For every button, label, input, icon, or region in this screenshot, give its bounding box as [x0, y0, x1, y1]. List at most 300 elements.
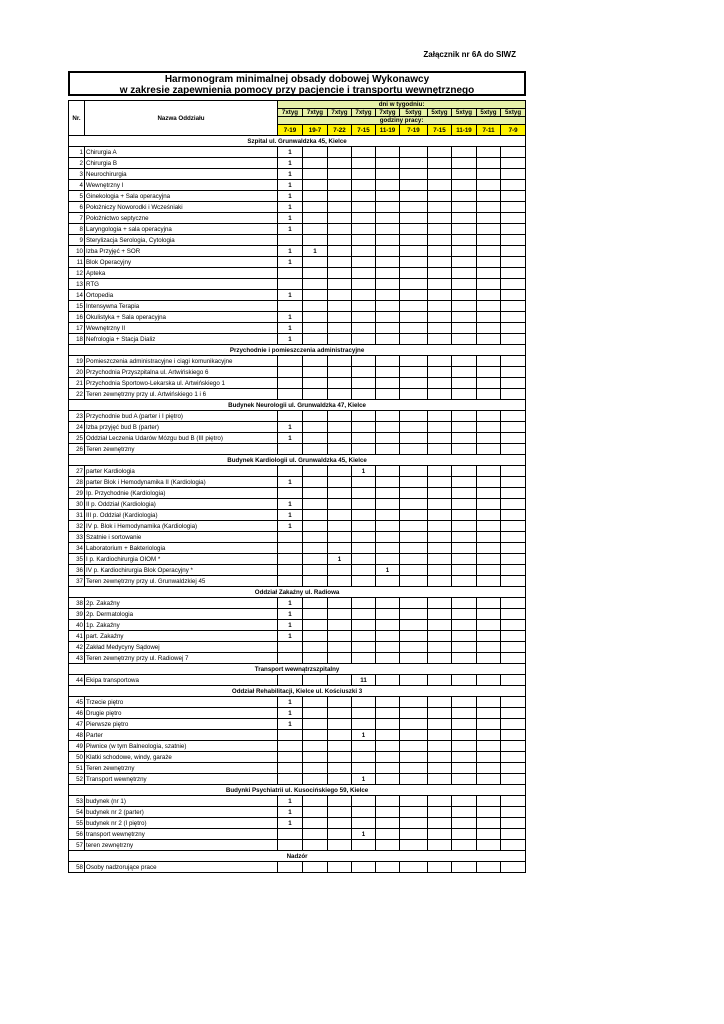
row-value	[278, 389, 303, 400]
row-value	[428, 620, 452, 631]
row-value	[501, 576, 526, 587]
row-value	[477, 763, 501, 774]
row-value	[452, 752, 477, 763]
row-value	[278, 829, 303, 840]
row-value	[400, 246, 428, 257]
row-value	[452, 675, 477, 686]
row-value	[428, 609, 452, 620]
row-value	[400, 191, 428, 202]
row-value	[501, 246, 526, 257]
row-value	[477, 840, 501, 851]
row-name: Zakład Medycyny Sądowej	[85, 642, 278, 653]
row-value	[303, 818, 328, 829]
table-row	[69, 774, 526, 785]
row-value	[477, 741, 501, 752]
section-title: Nadzór	[69, 851, 526, 862]
row-number: 7	[69, 213, 85, 224]
table-row	[69, 543, 526, 554]
row-value	[376, 708, 400, 719]
row-name: Przychodnia Przyszpitalna ul. Artwińskiego 6	[85, 367, 278, 378]
row-value	[428, 708, 452, 719]
row-value: 1	[352, 829, 376, 840]
row-value	[376, 257, 400, 268]
row-value	[452, 642, 477, 653]
row-value	[452, 741, 477, 752]
row-name: Teren zewnętrzny	[85, 763, 278, 774]
row-value: 1	[278, 180, 303, 191]
row-value	[328, 180, 352, 191]
row-value	[477, 411, 501, 422]
row-value	[501, 598, 526, 609]
row-value	[376, 466, 400, 477]
row-value	[352, 444, 376, 455]
row-value	[501, 378, 526, 389]
row-value	[477, 147, 501, 158]
row-value	[352, 169, 376, 180]
row-value	[328, 290, 352, 301]
row-value	[501, 477, 526, 488]
row-name: Izba przyjęć bud B (parter)	[85, 422, 278, 433]
section-title: Przychodnie i pomieszczenia administracyjne	[69, 345, 526, 356]
row-value	[303, 675, 328, 686]
title-box	[68, 71, 526, 96]
row-value	[400, 334, 428, 345]
table-row	[69, 818, 526, 829]
row-value	[376, 433, 400, 444]
row-value	[428, 367, 452, 378]
row-value	[428, 224, 452, 235]
row-value	[477, 796, 501, 807]
table-row	[69, 334, 526, 345]
row-value	[352, 202, 376, 213]
table-row	[69, 565, 526, 576]
row-value	[400, 202, 428, 213]
row-value	[428, 433, 452, 444]
row-value	[400, 862, 428, 873]
row-value	[328, 631, 352, 642]
row-value	[352, 598, 376, 609]
row-value	[428, 356, 452, 367]
row-value	[501, 631, 526, 642]
header-day: 5xtyg	[477, 109, 501, 117]
row-value	[400, 180, 428, 191]
row-number: 34	[69, 543, 85, 554]
table-row	[69, 411, 526, 422]
row-value	[400, 675, 428, 686]
row-value	[328, 576, 352, 587]
row-value	[278, 301, 303, 312]
row-value	[328, 378, 352, 389]
row-value	[477, 565, 501, 576]
row-value	[376, 741, 400, 752]
row-value	[278, 235, 303, 246]
row-value	[303, 334, 328, 345]
row-value	[352, 367, 376, 378]
row-value	[452, 268, 477, 279]
table-row	[69, 763, 526, 774]
row-number: 8	[69, 224, 85, 235]
row-value	[452, 708, 477, 719]
row-value	[303, 323, 328, 334]
row-value	[376, 796, 400, 807]
row-value	[352, 477, 376, 488]
row-value	[428, 543, 452, 554]
row-value: 1	[278, 191, 303, 202]
header-day: 7xtyg	[376, 109, 400, 117]
row-value	[376, 169, 400, 180]
row-value	[428, 158, 452, 169]
row-number: 19	[69, 356, 85, 367]
row-name: Wewnętrzny I	[85, 180, 278, 191]
row-value	[501, 191, 526, 202]
row-value	[278, 774, 303, 785]
row-value	[477, 642, 501, 653]
row-value	[477, 301, 501, 312]
row-value	[452, 279, 477, 290]
row-value	[376, 268, 400, 279]
row-value	[303, 235, 328, 246]
row-value	[278, 411, 303, 422]
row-value: 1	[278, 334, 303, 345]
row-value	[452, 532, 477, 543]
row-value	[303, 477, 328, 488]
row-value	[303, 708, 328, 719]
row-number: 15	[69, 301, 85, 312]
row-value	[303, 554, 328, 565]
row-value	[352, 510, 376, 521]
row-value	[452, 202, 477, 213]
row-value	[452, 323, 477, 334]
row-value	[352, 807, 376, 818]
row-value: 1	[278, 147, 303, 158]
row-value	[428, 279, 452, 290]
row-value	[501, 213, 526, 224]
row-value	[376, 829, 400, 840]
table-row	[69, 642, 526, 653]
section-row	[69, 136, 526, 147]
row-name: Piwnice (w tym Balneologia, szatnie)	[85, 741, 278, 752]
row-value	[452, 235, 477, 246]
row-value	[303, 422, 328, 433]
row-value	[352, 840, 376, 851]
row-value	[477, 466, 501, 477]
row-name: Neurochirurgia	[85, 169, 278, 180]
row-value	[400, 257, 428, 268]
row-number: 41	[69, 631, 85, 642]
row-value	[303, 290, 328, 301]
row-value: 1	[278, 521, 303, 532]
row-value	[428, 202, 452, 213]
row-value	[501, 862, 526, 873]
row-value	[501, 202, 526, 213]
row-value	[452, 257, 477, 268]
row-value	[477, 323, 501, 334]
row-name: parter Kardiologia	[85, 466, 278, 477]
row-value	[303, 444, 328, 455]
row-number: 53	[69, 796, 85, 807]
row-value	[328, 224, 352, 235]
row-value	[477, 620, 501, 631]
row-value	[352, 752, 376, 763]
row-value	[352, 268, 376, 279]
row-value	[501, 235, 526, 246]
row-value	[376, 818, 400, 829]
row-value	[428, 741, 452, 752]
header-name: Nazwa Oddziału	[85, 101, 278, 136]
row-value	[477, 246, 501, 257]
row-value	[303, 378, 328, 389]
row-number: 31	[69, 510, 85, 521]
row-value	[328, 477, 352, 488]
row-value	[428, 169, 452, 180]
row-value	[501, 367, 526, 378]
table-row	[69, 433, 526, 444]
row-value	[501, 543, 526, 554]
row-value	[376, 147, 400, 158]
row-name: Pierwsze piętro	[85, 719, 278, 730]
table-row	[69, 235, 526, 246]
row-value	[477, 576, 501, 587]
row-value	[400, 708, 428, 719]
row-value	[452, 158, 477, 169]
row-value	[376, 202, 400, 213]
row-value	[376, 642, 400, 653]
row-value	[278, 466, 303, 477]
row-number: 9	[69, 235, 85, 246]
row-value	[452, 147, 477, 158]
table-row	[69, 367, 526, 378]
row-name: 2p. Zakaźny	[85, 598, 278, 609]
row-value	[400, 477, 428, 488]
row-value	[328, 367, 352, 378]
table-row	[69, 202, 526, 213]
row-value: 1	[278, 433, 303, 444]
row-value	[428, 235, 452, 246]
row-value	[328, 675, 352, 686]
row-name: I p. Kardiochirurgia OIOM *	[85, 554, 278, 565]
row-value	[328, 334, 352, 345]
row-number: 14	[69, 290, 85, 301]
row-value	[376, 653, 400, 664]
row-value	[328, 169, 352, 180]
section-title: Budynek Neurologii ul. Grunwaldzka 47, Kielce	[69, 400, 526, 411]
row-value	[376, 521, 400, 532]
row-value: 1	[278, 510, 303, 521]
row-value	[278, 741, 303, 752]
row-value	[400, 598, 428, 609]
row-number: 49	[69, 741, 85, 752]
row-value	[328, 653, 352, 664]
table-row	[69, 796, 526, 807]
row-value	[428, 752, 452, 763]
row-value	[501, 653, 526, 664]
row-value	[376, 334, 400, 345]
row-value	[400, 158, 428, 169]
row-value	[328, 697, 352, 708]
row-value	[501, 719, 526, 730]
row-value	[477, 609, 501, 620]
section-row	[69, 587, 526, 598]
row-value	[278, 378, 303, 389]
row-name: Przychodnie bud A (parter i I piętro)	[85, 411, 278, 422]
header-day: 5xtyg	[452, 109, 477, 117]
table-row	[69, 741, 526, 752]
row-value	[501, 290, 526, 301]
table-row	[69, 631, 526, 642]
row-value	[501, 356, 526, 367]
row-name: Ortopedia	[85, 290, 278, 301]
row-value	[501, 323, 526, 334]
schedule-sheet	[68, 71, 526, 873]
row-name: 1p. Zakaźny	[85, 620, 278, 631]
row-value	[303, 279, 328, 290]
row-value: 1	[278, 631, 303, 642]
row-value	[328, 796, 352, 807]
row-name: Nefrologia + Stacja Dializ	[85, 334, 278, 345]
row-value	[428, 268, 452, 279]
row-value	[501, 268, 526, 279]
row-value	[303, 642, 328, 653]
row-value	[352, 334, 376, 345]
table-row	[69, 807, 526, 818]
row-value	[428, 675, 452, 686]
row-value	[352, 389, 376, 400]
row-value: 1	[278, 807, 303, 818]
row-value	[400, 829, 428, 840]
row-value	[328, 708, 352, 719]
row-value	[352, 191, 376, 202]
row-value	[452, 543, 477, 554]
row-value	[328, 620, 352, 631]
row-value	[452, 631, 477, 642]
header-hour: 19-7	[303, 125, 328, 136]
row-name: Położnictwo septyczne	[85, 213, 278, 224]
row-value	[376, 499, 400, 510]
row-value	[477, 532, 501, 543]
row-value	[428, 697, 452, 708]
row-value	[278, 840, 303, 851]
row-number: 21	[69, 378, 85, 389]
table-row	[69, 532, 526, 543]
row-value	[328, 279, 352, 290]
section-title: Szpital ul. Grunwaldzka 45, Kielce	[69, 136, 526, 147]
row-name: IV p. Kardiochirurgia Blok Operacyjny *	[85, 565, 278, 576]
row-value	[428, 774, 452, 785]
row-value	[376, 862, 400, 873]
row-value	[400, 642, 428, 653]
row-value	[303, 807, 328, 818]
row-value	[400, 653, 428, 664]
row-value	[303, 609, 328, 620]
row-value: 1	[278, 719, 303, 730]
row-value	[400, 301, 428, 312]
row-value	[400, 510, 428, 521]
row-value	[400, 807, 428, 818]
row-value	[501, 774, 526, 785]
row-value	[452, 598, 477, 609]
table-row	[69, 862, 526, 873]
row-value	[428, 796, 452, 807]
row-value	[376, 598, 400, 609]
row-value	[278, 532, 303, 543]
row-value	[501, 499, 526, 510]
row-value	[376, 576, 400, 587]
row-value	[328, 521, 352, 532]
row-value	[376, 543, 400, 554]
row-value	[278, 543, 303, 554]
row-value	[376, 356, 400, 367]
row-number: 1	[69, 147, 85, 158]
row-value	[303, 301, 328, 312]
row-name: 2p. Dermatologia	[85, 609, 278, 620]
row-value	[477, 158, 501, 169]
row-value	[376, 246, 400, 257]
row-value	[376, 301, 400, 312]
row-value	[452, 367, 477, 378]
row-value	[477, 774, 501, 785]
table-row	[69, 356, 526, 367]
row-value	[477, 719, 501, 730]
row-value	[376, 532, 400, 543]
row-value	[352, 565, 376, 576]
row-name: Ginekologia + Sala operacyjna	[85, 191, 278, 202]
row-value	[428, 378, 452, 389]
row-value	[376, 312, 400, 323]
row-value	[501, 532, 526, 543]
row-value	[352, 411, 376, 422]
row-value	[352, 246, 376, 257]
row-number: 29	[69, 488, 85, 499]
row-value	[428, 598, 452, 609]
row-value	[328, 257, 352, 268]
header-hour: 7-22	[328, 125, 352, 136]
header-day: 7xtyg	[303, 109, 328, 117]
row-number: 48	[69, 730, 85, 741]
row-value: 1	[352, 730, 376, 741]
row-value	[376, 488, 400, 499]
row-value	[477, 862, 501, 873]
row-value	[328, 158, 352, 169]
row-value: 1	[278, 169, 303, 180]
row-number: 17	[69, 323, 85, 334]
title-line-1: Harmonogram minimalnej obsady dobowej Wykonawcy	[164, 74, 430, 85]
row-value	[428, 554, 452, 565]
row-value	[352, 796, 376, 807]
row-name: Teren zewnętrzny przy ul. Grunwaldzkiej 45	[85, 576, 278, 587]
row-name: Wewnętrzny II	[85, 323, 278, 334]
row-value	[400, 378, 428, 389]
section-row	[69, 785, 526, 796]
row-value	[352, 257, 376, 268]
row-number: 13	[69, 279, 85, 290]
row-value	[328, 356, 352, 367]
row-name: Szatnie i sortowanie	[85, 532, 278, 543]
row-value	[400, 356, 428, 367]
row-value	[328, 598, 352, 609]
row-value	[400, 433, 428, 444]
row-value	[428, 488, 452, 499]
table-row	[69, 180, 526, 191]
row-value	[352, 708, 376, 719]
row-value	[376, 411, 400, 422]
row-value	[303, 312, 328, 323]
header-day: 5xtyg	[428, 109, 452, 117]
row-value	[303, 213, 328, 224]
row-value: 1	[303, 246, 328, 257]
table-row	[69, 499, 526, 510]
row-value	[328, 763, 352, 774]
row-value	[501, 279, 526, 290]
